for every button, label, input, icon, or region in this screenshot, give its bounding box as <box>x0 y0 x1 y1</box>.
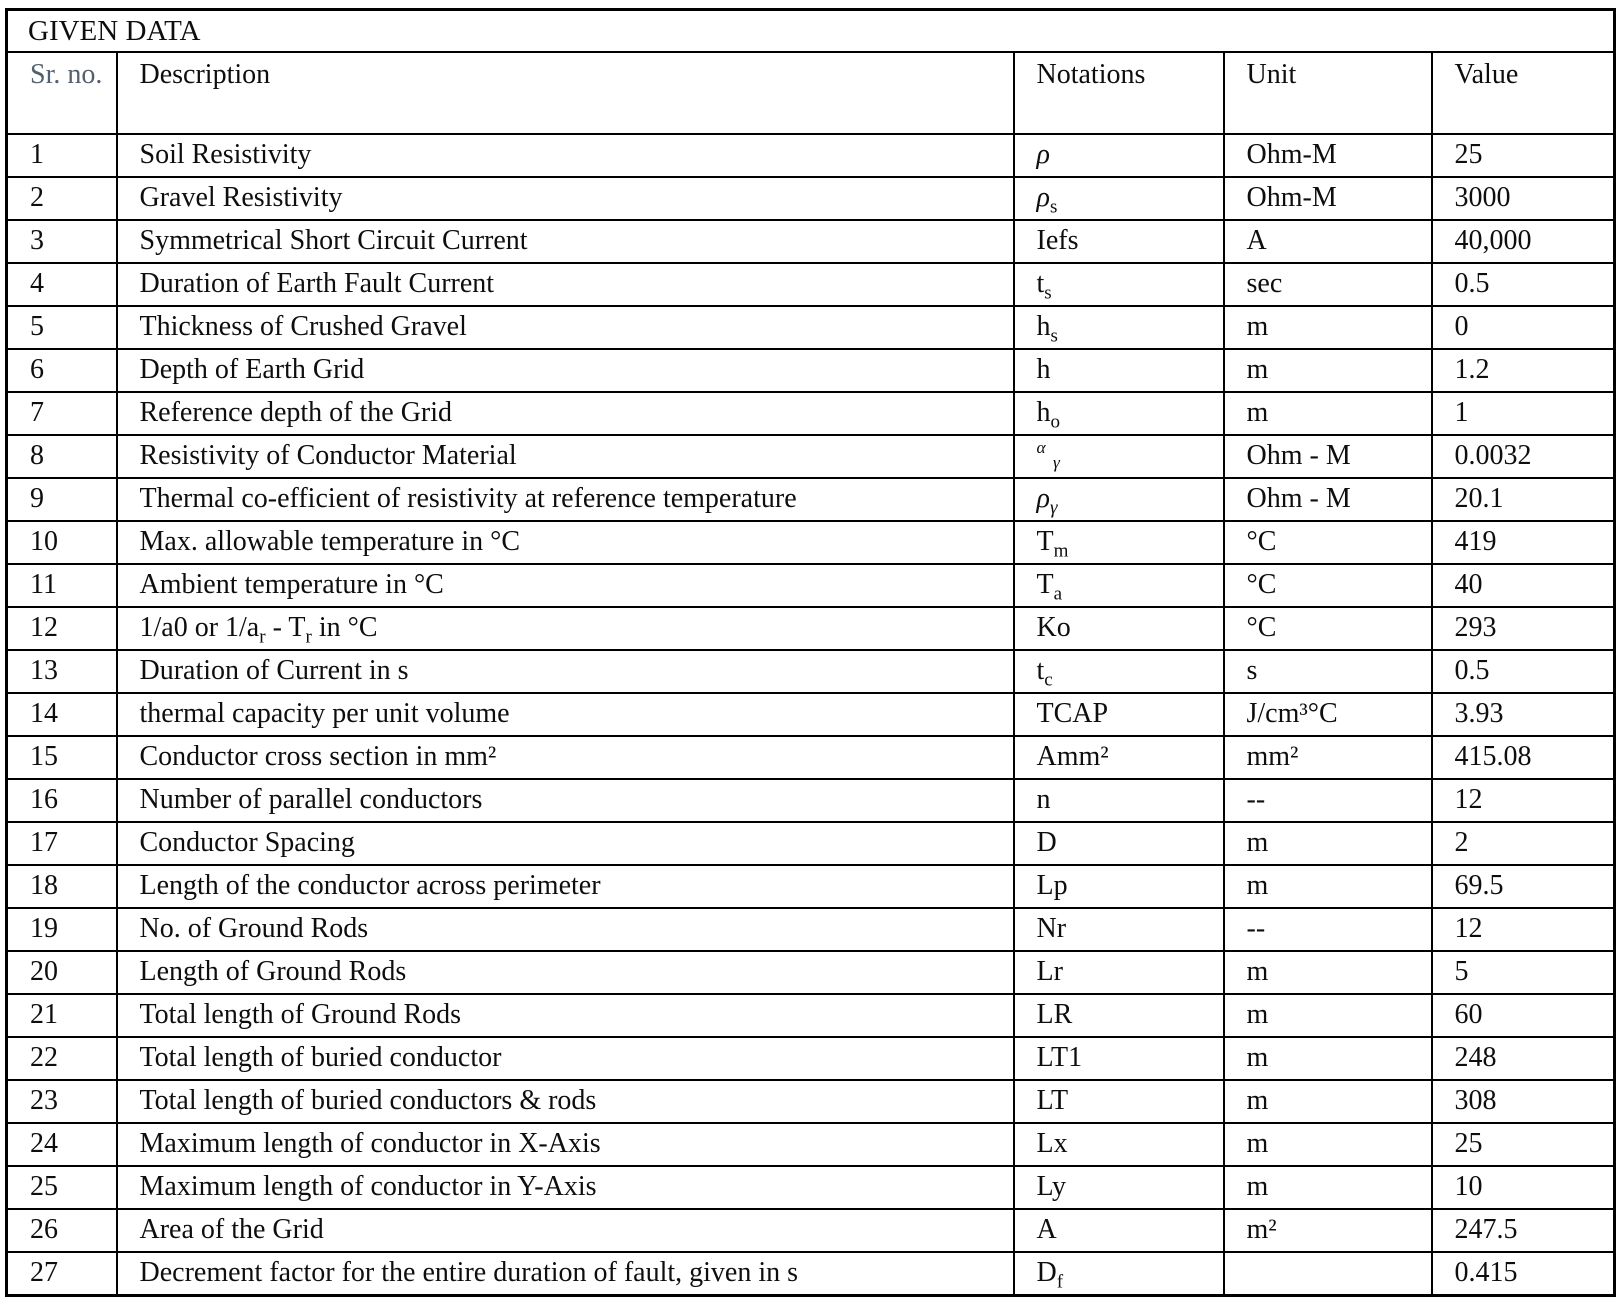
description-cell: Symmetrical Short Circuit Current <box>117 220 1014 263</box>
notation-cell: $t_c$ <box>1014 650 1224 693</box>
description-cell: thermal capacity per unit volume <box>117 693 1014 736</box>
table-row <box>7 1252 1615 1296</box>
value-cell: 0.0032 <box>1432 435 1615 478</box>
notation-cell: Lx <box>1014 1123 1224 1166</box>
description-cell: 1/a0 or $1/a_r - T_r$ in °C <box>117 607 1014 650</box>
description-cell: Ambient temperature in °C <box>117 564 1014 607</box>
table-row <box>7 693 1615 736</box>
sr-cell: 4 <box>7 263 117 306</box>
sr-cell: 8 <box>7 435 117 478</box>
description-cell: Resistivity of Conductor Material <box>117 435 1014 478</box>
notation-cell: ρ <box>1014 134 1224 177</box>
sr-cell: 22 <box>7 1037 117 1080</box>
unit-cell: m² <box>1224 1209 1432 1252</box>
description-cell: Decrement factor for the entire duration of fault, given in s <box>117 1252 1014 1296</box>
sr-cell: 24 <box>7 1123 117 1166</box>
notation-cell: $\rho_\gamma$ <box>1014 478 1224 521</box>
sr-cell: 9 <box>7 478 117 521</box>
column-header-description: Description <box>117 52 1014 134</box>
table-row <box>7 435 1615 478</box>
notation-cell: LT <box>1014 1080 1224 1123</box>
description-cell: Total length of buried conductor <box>117 1037 1014 1080</box>
value-cell: 415.08 <box>1432 736 1615 779</box>
table-row <box>7 779 1615 822</box>
unit-cell: m <box>1224 822 1432 865</box>
description-cell: Duration of Earth Fault Current <box>117 263 1014 306</box>
sr-cell: 5 <box>7 306 117 349</box>
table-row <box>7 478 1615 521</box>
table-row <box>7 1080 1615 1123</box>
description-cell: Length of Ground Rods <box>117 951 1014 994</box>
sr-cell: 2 <box>7 177 117 220</box>
table-row <box>7 263 1615 306</box>
unit-cell: -- <box>1224 908 1432 951</box>
unit-cell: Ohm - M <box>1224 478 1432 521</box>
description-cell: Conductor cross section in mm² <box>117 736 1014 779</box>
table-row <box>7 1123 1615 1166</box>
table-row <box>7 564 1615 607</box>
table-row <box>7 220 1615 263</box>
sr-cell: 19 <box>7 908 117 951</box>
unit-cell: mm² <box>1224 736 1432 779</box>
sr-cell: 18 <box>7 865 117 908</box>
sr-cell: 6 <box>7 349 117 392</box>
table-row <box>7 908 1615 951</box>
table-row <box>7 607 1615 650</box>
value-cell: 25 <box>1432 134 1615 177</box>
notation-cell: TCAP <box>1014 693 1224 736</box>
description-cell: Maximum length of conductor in X-Axis <box>117 1123 1014 1166</box>
description-cell: No. of Ground Rods <box>117 908 1014 951</box>
value-cell: 20.1 <box>1432 478 1615 521</box>
table-row <box>7 736 1615 779</box>
value-cell: 2 <box>1432 822 1615 865</box>
value-cell: 10 <box>1432 1166 1615 1209</box>
table-row <box>7 1166 1615 1209</box>
sr-cell: 10 <box>7 521 117 564</box>
unit-cell: m <box>1224 349 1432 392</box>
table-row <box>7 1209 1615 1252</box>
sr-cell: 20 <box>7 951 117 994</box>
value-cell: 293 <box>1432 607 1615 650</box>
value-cell: 247.5 <box>1432 1209 1615 1252</box>
sr-cell: 14 <box>7 693 117 736</box>
value-cell: 1.2 <box>1432 349 1615 392</box>
notation-cell: Lp <box>1014 865 1224 908</box>
unit-cell: m <box>1224 994 1432 1037</box>
unit-cell: °C <box>1224 607 1432 650</box>
notation-cell: $T_m$ <box>1014 521 1224 564</box>
notation-cell: LT1 <box>1014 1037 1224 1080</box>
value-cell: 0 <box>1432 306 1615 349</box>
unit-cell: m <box>1224 306 1432 349</box>
table-row <box>7 865 1615 908</box>
unit-cell: sec <box>1224 263 1432 306</box>
column-header-value: Value <box>1432 52 1615 134</box>
sr-cell: 1 <box>7 134 117 177</box>
notation-cell: A <box>1014 1209 1224 1252</box>
description-cell: Total length of buried conductors & rods <box>117 1080 1014 1123</box>
column-header-unit: Unit <box>1224 52 1432 134</box>
description-cell: Length of the conductor across perimeter <box>117 865 1014 908</box>
table-title-row <box>7 10 1615 53</box>
sr-cell: 15 <box>7 736 117 779</box>
value-cell: 1 <box>1432 392 1615 435</box>
sr-cell: 12 <box>7 607 117 650</box>
notation-cell: $t_s$ <box>1014 263 1224 306</box>
description-cell: Depth of Earth Grid <box>117 349 1014 392</box>
sr-cell: 25 <box>7 1166 117 1209</box>
sr-cell: 23 <box>7 1080 117 1123</box>
notation-cell: Ly <box>1014 1166 1224 1209</box>
table-row <box>7 1037 1615 1080</box>
notation-cell: Nr <box>1014 908 1224 951</box>
value-cell: 419 <box>1432 521 1615 564</box>
description-cell: Reference depth of the Grid <box>117 392 1014 435</box>
value-cell: 0.5 <box>1432 650 1615 693</box>
table-title: GIVEN DATA <box>7 10 1615 53</box>
value-cell: 248 <box>1432 1037 1615 1080</box>
notation-cell: $D_f$ <box>1014 1252 1224 1296</box>
sr-cell: 17 <box>7 822 117 865</box>
value-cell: 308 <box>1432 1080 1615 1123</box>
table-row <box>7 392 1615 435</box>
unit-cell: m <box>1224 392 1432 435</box>
value-cell: 40 <box>1432 564 1615 607</box>
value-cell: 3000 <box>1432 177 1615 220</box>
unit-cell: Ohm - M <box>1224 435 1432 478</box>
table-row <box>7 650 1615 693</box>
unit-cell: Ohm-M <box>1224 134 1432 177</box>
table-row <box>7 951 1615 994</box>
table-row <box>7 177 1615 220</box>
notation-cell: D <box>1014 822 1224 865</box>
table-row <box>7 994 1615 1037</box>
sr-cell: 3 <box>7 220 117 263</box>
description-cell: Number of parallel conductors <box>117 779 1014 822</box>
unit-cell: s <box>1224 650 1432 693</box>
table-row <box>7 349 1615 392</box>
notation-cell: $T_a$ <box>1014 564 1224 607</box>
notation-cell: Lr <box>1014 951 1224 994</box>
value-cell: 0.415 <box>1432 1252 1615 1296</box>
value-cell: 12 <box>1432 908 1615 951</box>
notation-cell: Amm² <box>1014 736 1224 779</box>
table-row <box>7 521 1615 564</box>
unit-cell: Ohm-M <box>1224 177 1432 220</box>
description-cell: Maximum length of conductor in Y-Axis <box>117 1166 1014 1209</box>
value-cell: 5 <box>1432 951 1615 994</box>
unit-cell: °C <box>1224 521 1432 564</box>
sr-cell: 7 <box>7 392 117 435</box>
unit-cell: A <box>1224 220 1432 263</box>
unit-cell: m <box>1224 1123 1432 1166</box>
description-cell: Total length of Ground Rods <box>117 994 1014 1037</box>
notation-cell: α γ <box>1014 435 1224 478</box>
notation-cell: n <box>1014 779 1224 822</box>
table-row <box>7 306 1615 349</box>
unit-cell: m <box>1224 1166 1432 1209</box>
description-cell: Thickness of Crushed Gravel <box>117 306 1014 349</box>
notation-cell: $h_o$ <box>1014 392 1224 435</box>
unit-cell: m <box>1224 1037 1432 1080</box>
unit-cell: °C <box>1224 564 1432 607</box>
notation-cell: $h_s$ <box>1014 306 1224 349</box>
unit-cell: m <box>1224 1080 1432 1123</box>
column-header-notations: Notations <box>1014 52 1224 134</box>
value-cell: 25 <box>1432 1123 1615 1166</box>
sr-cell: 13 <box>7 650 117 693</box>
unit-cell <box>1224 1252 1432 1296</box>
description-cell: Gravel Resistivity <box>117 177 1014 220</box>
description-cell: Thermal co-efficient of resistivity at reference temperature <box>117 478 1014 521</box>
notation-cell: LR <box>1014 994 1224 1037</box>
description-cell: Duration of Current in s <box>117 650 1014 693</box>
sr-cell: 21 <box>7 994 117 1037</box>
column-header-sr-no: Sr. no. <box>7 52 117 134</box>
description-cell: Area of the Grid <box>117 1209 1014 1252</box>
column-header-row <box>7 52 1615 134</box>
notation-cell: $\rho_s$ <box>1014 177 1224 220</box>
notation-cell: Ko <box>1014 607 1224 650</box>
value-cell: 60 <box>1432 994 1615 1037</box>
given-data-table <box>5 8 1616 1297</box>
sr-cell: 16 <box>7 779 117 822</box>
value-cell: 0.5 <box>1432 263 1615 306</box>
unit-cell: m <box>1224 951 1432 994</box>
unit-cell: m <box>1224 865 1432 908</box>
description-cell: Conductor Spacing <box>117 822 1014 865</box>
notation-cell: Iefs <box>1014 220 1224 263</box>
sr-cell: 11 <box>7 564 117 607</box>
table-body <box>7 134 1615 1296</box>
sr-cell: 27 <box>7 1252 117 1296</box>
value-cell: 3.93 <box>1432 693 1615 736</box>
value-cell: 40,000 <box>1432 220 1615 263</box>
unit-cell: J/cm³°C <box>1224 693 1432 736</box>
table-row <box>7 134 1615 177</box>
sr-cell: 26 <box>7 1209 117 1252</box>
table-row <box>7 822 1615 865</box>
notation-cell: h <box>1014 349 1224 392</box>
value-cell: 12 <box>1432 779 1615 822</box>
description-cell: Max. allowable temperature in °C <box>117 521 1014 564</box>
unit-cell: -- <box>1224 779 1432 822</box>
value-cell: 69.5 <box>1432 865 1615 908</box>
description-cell: Soil Resistivity <box>117 134 1014 177</box>
